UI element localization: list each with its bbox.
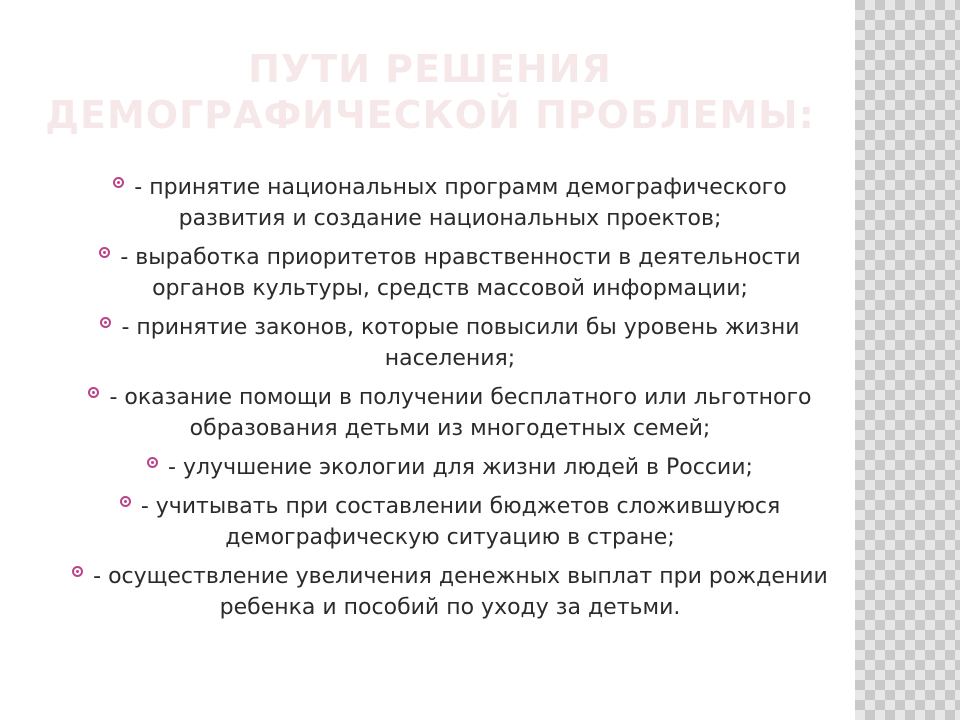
list-item-text: - выработка приоритетов нравственности в деятельности органов культуры, средств массовой информации; — [120, 245, 801, 301]
circle-dot-icon — [120, 496, 131, 507]
list-item — [60, 172, 840, 234]
list-item-text: - осуществление увеличения денежных выплат при рождении ребенка и пособий по уходу за детьми. — [93, 564, 828, 620]
circle-dot-icon — [100, 317, 111, 328]
circle-dot-icon — [147, 457, 158, 468]
bullet-list — [60, 172, 840, 631]
slide-title-line-2: ДЕМОГРАФИЧЕСКОЙ ПРОБЛЕМЫ: — [45, 93, 815, 137]
circle-dot-icon — [99, 247, 110, 258]
list-item — [60, 382, 840, 444]
decorative-side-panel — [855, 0, 960, 720]
list-item-text: - принятие законов, которые повысили бы уровень жизни населения; — [121, 315, 800, 371]
circle-dot-icon — [113, 177, 124, 188]
list-item — [60, 452, 840, 483]
circle-dot-icon — [72, 566, 83, 577]
list-item-text: - принятие национальных программ демографического развития и создание национальных проектов; — [134, 175, 787, 231]
list-item — [60, 242, 840, 304]
list-item — [60, 491, 840, 553]
list-item — [60, 561, 840, 623]
slide-title — [30, 46, 830, 138]
list-item-text: - улучшение экологии для жизни людей в России; — [168, 455, 753, 480]
circle-dot-icon — [88, 387, 99, 398]
slide-title-line-1: ПУТИ РЕШЕНИЯ — [248, 47, 612, 91]
list-item-text: - оказание помощи в получении бесплатного или льготного образования детьми из многодетных семей; — [109, 385, 812, 441]
list-item — [60, 312, 840, 374]
list-item-text: - учитывать при составлении бюджетов сложившуюся демографическую ситуацию в стране; — [140, 494, 781, 550]
